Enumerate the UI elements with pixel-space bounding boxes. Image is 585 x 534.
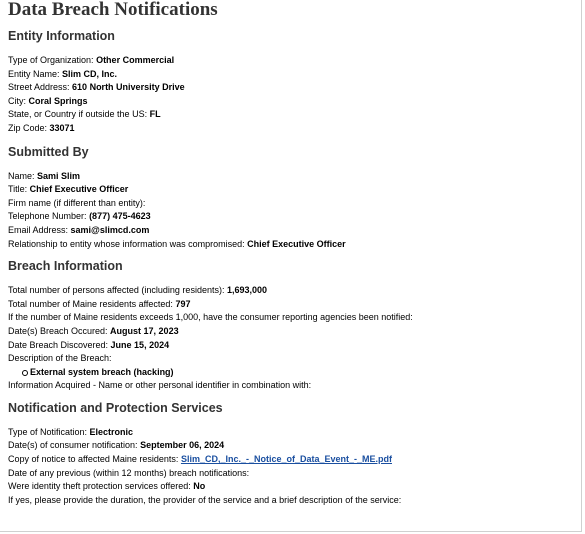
info-acquired: Information Acquired - Name or other personal identifier in combination with: [8,380,312,391]
list-item: External system breach (hacking) [30,366,585,380]
notification-heading: Notification and Protection Services [8,400,223,415]
entity-heading: Entity Information [8,29,115,43]
entity-row: Street Address: 610 North University Drive [8,82,185,93]
bullet-icon [22,370,28,376]
submitted-row: Relationship to entity whose information was compromised: Chief Executive Officer [8,238,346,249]
breach-row: Date Breach Discovered: June 15, 2024 [8,339,170,350]
breach-description-label: Description of the Breach: [8,353,112,364]
notification-row: Were identity theft protection services offered: No [8,481,206,492]
notification-row: Date of any previous (within 12 months) breach notifications: [8,467,250,478]
submitted-row: Telephone Number: (877) 475-4623 [8,211,151,222]
breach-row: If the number of Maine residents exceeds 1,000, have the consumer reporting agencies been notified: [8,312,413,323]
submitted-heading: Submitted By [8,144,89,159]
submitted-row: Title: Chief Executive Officer [8,184,129,195]
entity-row: State, or Country if outside the US: FL [8,109,161,120]
entity-row: Type of Organization: Other Commercial [8,55,175,65]
breach-row: Date(s) Breach Occured: August 17, 2023 [8,325,179,336]
breach-description-list [8,366,585,380]
breach-heading: Breach Information [8,259,123,274]
breach-row: Total number of Maine residents affected: 797 [8,298,191,309]
notification-row: If yes, please provide the duration, the provider of the service and a brief description of the service: [8,494,402,505]
notice-pdf-link[interactable]: Slim_CD,_Inc._-_Notice_of_Data_Event_-_ME.pdf [180,454,392,465]
notification-row: Copy of notice to affected Maine residents: Slim_CD,_Inc._-_Notice_of_Data_Event_-_ME.pdf [8,454,392,465]
entity-row: Entity Name: Slim CD, Inc. [8,68,118,79]
entity-row: Zip Code: 33071 [8,122,75,133]
breach-row: Total number of persons affected (including residents): 1,693,000 [8,285,267,296]
page-title: Data Breach Notifications [8,0,218,20]
notification-row: Type of Notification: Electronic [8,426,134,437]
entity-row: City: Coral Springs [8,95,88,106]
submitted-row: Name: Sami Slim [8,170,81,181]
submitted-row: Firm name (if different than entity): [8,197,146,208]
notification-row: Date(s) of consumer notification: September 06, 2024 [8,440,225,451]
submitted-row: Email Address: sami@slimcd.com [8,224,150,235]
